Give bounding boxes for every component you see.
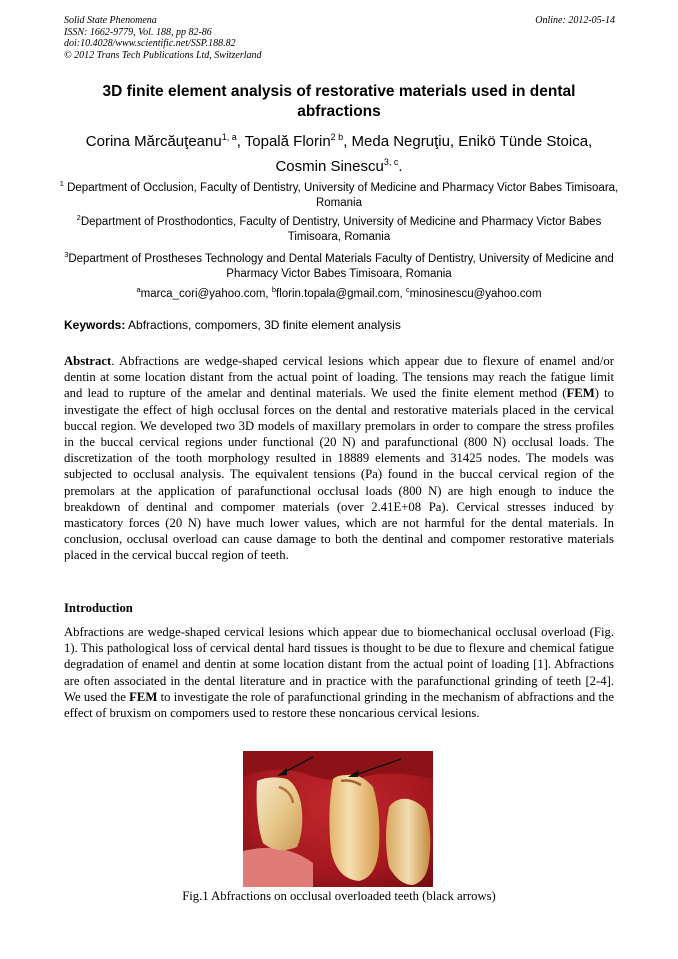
email-mark: b (271, 285, 276, 294)
middle-tooth (329, 775, 379, 881)
affiliation-text: Department of Occlusion, Faculty of Dentistry, University of Medicine and Pharmacy Victor Babes Timisoara, Romania (63, 181, 619, 210)
author-affiliation-mark: 1, a (221, 132, 237, 142)
journal-doi: doi:10.4028/www.scientific.net/SSP.188.82 (64, 38, 236, 49)
keywords (64, 318, 401, 332)
affiliation-text: Department of Prostheses Technology and Dental Materials Faculty of Dentistry, University of Medicine and Pharmacy Victor Babes Timisoara, Romania (68, 252, 614, 281)
email-address: florin.topala@gmail.com, (276, 287, 406, 300)
email-mark: c (405, 285, 410, 294)
section-heading-introduction: Introduction (64, 601, 133, 615)
author-name: Corina Mărcăuţeanu (85, 133, 222, 150)
journal-issn: ISSN: 1662-9779, Vol. 188, pp 82-86 (64, 26, 212, 38)
author-affiliation-mark: 2 b (330, 132, 344, 142)
affiliation-2 (58, 210, 620, 246)
introduction-fem-term: FEM (129, 689, 158, 704)
affiliation-3 (58, 247, 620, 283)
abstract (64, 353, 614, 564)
author-list (52, 127, 626, 177)
affiliation-number: 2 (76, 213, 81, 222)
introduction-text: Abfractions are wedge-shaped cervical lesions which appear due to biomechanical occlusal overload (Fig. 1). This pathological loss of cervical dental hard tissues is thought to be due to flexure and chemical fatigue degradation of enamel and dentin at some location distant from the actual point of loading [1]. Abfractions are often associated in the dental literature and in practice with the parafunctional grinding of teeth [2-4]. We used the (64, 625, 614, 704)
abstract-text: ) to investigate the effect of high occlusal forces on the dental and restorative materials placed in the cervical buccal region. We developed two 3D models of maxillary premolars in order to compare the stress profiles in the buccal cervical regions under functional (20 N) and parafunctional (800 N) occlusal loads. The discretization of the tooth morphology resulted in 18889 elements and 31425 nodes. The models was subjected to occlusal analysis. The equivalent tensions (Pa) found in the buccal cervical region of the premolars at the application of parafunctional occlusal loads (800 N) are high enough to induce the breakdown of dentinal and compomer materials (over 2.41E+08 Pa). Cervical stresses induced by masticatory forces (20 N) have much lower values, which are not harmful for the dental materials. In conclusion, occlusal overload can cause damage to both the dentinal and compomer restorative materials placed in the cervical buccal region of teeth. (64, 386, 614, 563)
teeth-photo-illustration (243, 751, 433, 887)
author-affiliation-mark: 3, c (383, 157, 399, 167)
journal-header (64, 15, 262, 61)
journal-copyright: © 2012 Trans Tech Publications Ltd, Switzerland (64, 49, 262, 61)
email-address: marca_cori@yahoo.com, (140, 287, 272, 300)
author-name: Cosmin Sinescu (275, 158, 384, 175)
abstract-fem-term: FEM (566, 386, 595, 401)
author-list-end: . (398, 158, 403, 175)
keywords-label: Keywords: (64, 318, 126, 332)
affiliation-text: Department of Prosthodontics, Faculty of Dentistry, University of Medicine and Pharmacy Victor Babes Timisoara, Romania (80, 215, 602, 244)
right-tooth (386, 799, 430, 885)
email-mark: a (136, 285, 141, 294)
introduction-text: to investigate the role of parafunctional grinding in the mechanism of abfractions and the effect of bruxism on compomers used to restore these noncarious cervical lesions. (64, 689, 614, 721)
abstract-text: . Abfractions are wedge-shaped cervical lesions which appear due to flexure of enamel and/or dentin at some location distant from the actual point of loading. The tensions may reach the fatigue limit and lead to rupture of the amelar and dentinal materials. We used the finite element method ( (64, 354, 614, 401)
figure-1-caption: Fig.1 Abfractions on occlusal overloaded teeth (black arrows) (182, 889, 496, 903)
journal-name: Solid State Phenomena (64, 15, 157, 26)
author-emails (58, 282, 620, 302)
abstract-label: Abstract (64, 354, 112, 368)
author-name: , Topală Florin (236, 133, 331, 150)
email-address: minosinescu@yahoo.com (409, 287, 542, 300)
figure-1-teeth-photo (243, 751, 433, 887)
paper-title: 3D finite element analysis of restorative materials used in dental abfractions (102, 83, 576, 120)
affiliation-number: 3 (64, 250, 69, 259)
affiliation-number: 1 (59, 179, 64, 188)
keywords-text: Abfractions, compomers, 3D finite element analysis (125, 318, 401, 332)
online-date: Online: 2012-05-14 (535, 15, 615, 26)
affiliation-1 (58, 176, 620, 212)
author-name: , Meda Negruţiu, Enikö Tünde Stoica, (343, 133, 593, 150)
introduction-paragraph (64, 624, 614, 721)
